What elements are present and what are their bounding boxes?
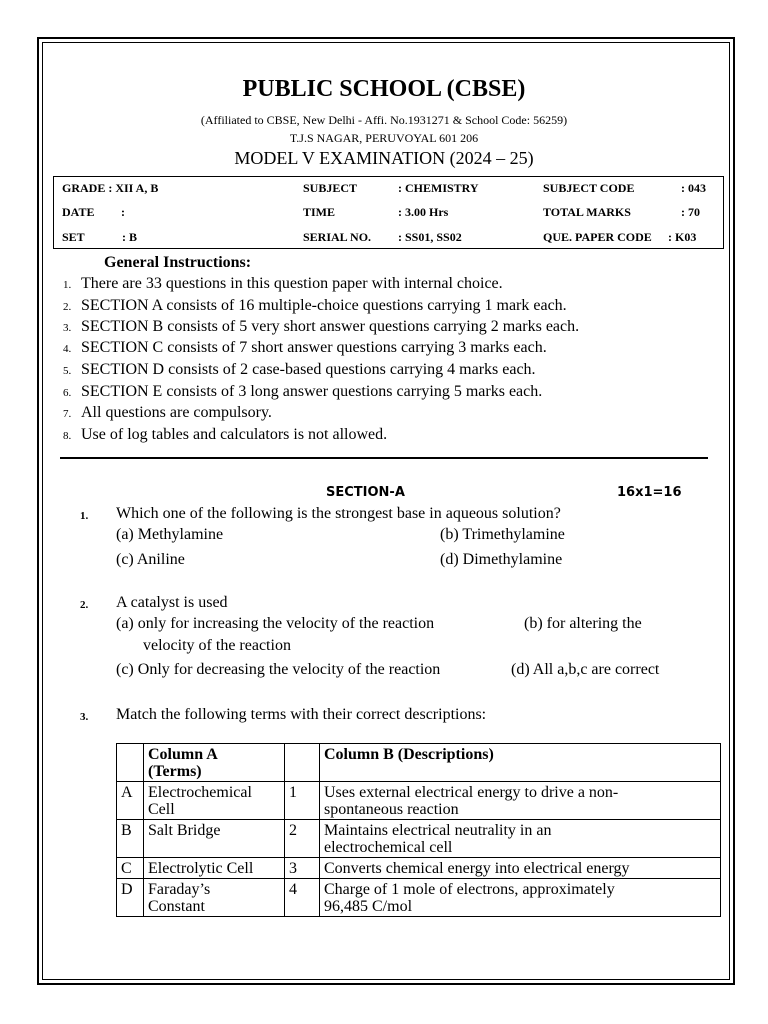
table-row: C Electrolytic Cell 3 Converts chemical energy into electrical energy xyxy=(117,858,721,879)
q1-option-a: (a) Methylamine xyxy=(116,526,224,543)
school-name: PUBLIC SCHOOL (CBSE) xyxy=(242,76,526,102)
instruction-item: 2. SECTION A consists of 16 multiple-choice questions carrying 1 mark each. xyxy=(63,297,567,314)
set-label: SET xyxy=(62,230,85,244)
date-value: : xyxy=(121,205,125,219)
date-label: DATE xyxy=(62,205,95,219)
table-row: B Salt Bridge 2 Maintains electrical neutrality in an electrochemical cell xyxy=(117,820,721,858)
section-divider xyxy=(60,457,708,459)
section-a-marks: 16x1=16 xyxy=(617,485,682,500)
q1-option-c: (c) Aniline xyxy=(116,551,185,568)
question-number: 1. xyxy=(80,510,89,522)
qp-code-label: QUE. PAPER CODE xyxy=(543,230,652,244)
total-marks-value: : 70 xyxy=(681,205,700,219)
question-1-text: Which one of the following is the strongest base in aqueous solution? xyxy=(116,505,561,522)
col-a-heading: Column A xyxy=(148,746,218,763)
total-marks-label: TOTAL MARKS xyxy=(543,205,631,219)
question-2-text: A catalyst is used xyxy=(116,594,228,611)
question-3-text: Match the following terms with their correct descriptions: xyxy=(116,706,487,723)
q2-option-d: (d) All a,b,c are correct xyxy=(511,661,660,678)
instructions-heading: General Instructions: xyxy=(104,254,252,271)
serial-value: : SS01, SS02 xyxy=(398,230,462,244)
q2-option-c: (c) Only for decreasing the velocity of the reaction xyxy=(116,661,441,678)
subject-code-value: : 043 xyxy=(681,181,706,195)
col-b-heading: Column B (Descriptions) xyxy=(324,746,494,763)
question-number: 3. xyxy=(80,711,89,723)
section-a-title: SECTION-A xyxy=(326,485,405,500)
instruction-item: 3. SECTION B consists of 5 very short answer questions carrying 2 marks each. xyxy=(63,318,580,335)
instruction-item: 1. There are 33 questions in this question paper with internal choice. xyxy=(63,275,503,292)
q2-option-a: (a) only for increasing the velocity of the reaction xyxy=(116,615,435,632)
subject-label: SUBJECT xyxy=(303,181,358,195)
instruction-item: 7. All questions are compulsory. xyxy=(63,404,272,421)
set-value: : B xyxy=(122,230,137,244)
address-line: T.J.S NAGAR, PERUVOYAL 601 206 xyxy=(289,131,479,145)
subject-code-label: SUBJECT CODE xyxy=(543,181,635,195)
qp-code-value: : K03 xyxy=(668,230,697,244)
q1-option-b: (b) Trimethylamine xyxy=(440,526,565,543)
question-number: 2. xyxy=(80,599,89,611)
instruction-item: 4. SECTION C consists of 7 short answer questions carrying 3 marks each. xyxy=(63,339,547,356)
time-value: : 3.00 Hrs xyxy=(398,205,449,219)
table-row: A Electrochemical Cell 1 Uses external electrical energy to drive a non- spontaneous reaction xyxy=(117,782,721,820)
instruction-item: 8. Use of log tables and calculators is not allowed. xyxy=(63,426,388,443)
exam-title: MODEL V EXAMINATION (2024 – 25) xyxy=(234,148,534,168)
grade-field: GRADE : XII A, B xyxy=(62,181,159,195)
q2-option-a-continued: velocity of the reaction xyxy=(143,637,291,654)
match-table xyxy=(116,743,721,917)
instruction-item: 6. SECTION E consists of 3 long answer questions carrying 5 marks each. xyxy=(63,383,543,400)
affiliation-line: (Affiliated to CBSE, New Delhi - Affi. No.1931271 & School Code: 56259) xyxy=(200,113,568,127)
instruction-item: 5. SECTION D consists of 2 case-based questions carrying 4 marks each. xyxy=(63,361,536,378)
serial-label: SERIAL NO. xyxy=(303,230,372,244)
col-a-subheading: (Terms) xyxy=(148,763,202,780)
subject-value: : CHEMISTRY xyxy=(398,181,479,195)
q1-option-d: (d) Dimethylamine xyxy=(440,551,563,568)
q2-option-b: (b) for altering the xyxy=(524,615,642,632)
table-row: D Faraday’s Constant 4 Charge of 1 mole of electrons, approximately 96,485 C/mol xyxy=(117,879,721,917)
time-label: TIME xyxy=(303,205,336,219)
table-header-row xyxy=(117,744,721,782)
